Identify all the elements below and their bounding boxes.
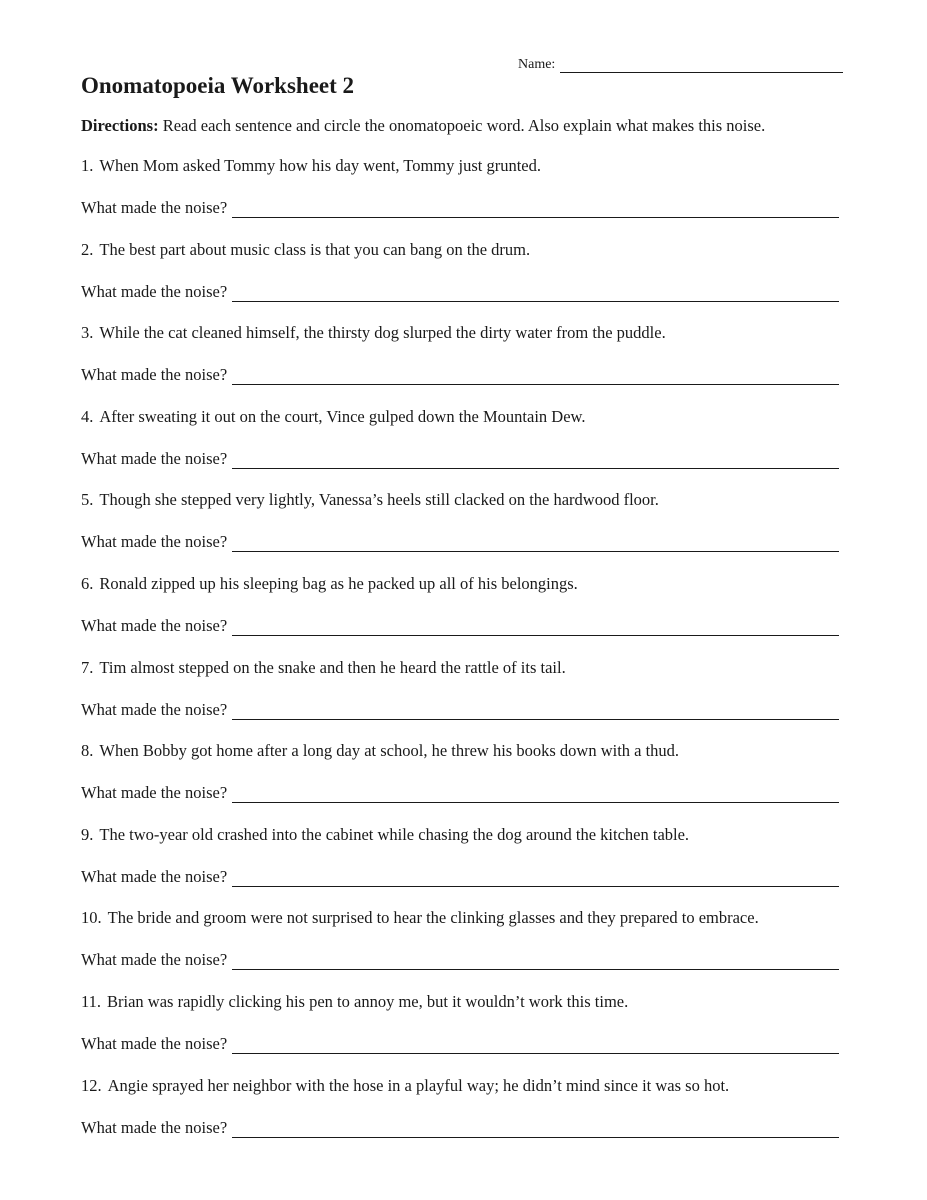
question-sentence <box>81 908 759 928</box>
answer-blank-line[interactable] <box>232 703 839 720</box>
question-sentence <box>81 825 689 845</box>
question-number: 10. <box>81 908 102 928</box>
answer-blank-line[interactable] <box>232 786 839 803</box>
name-label: Name: <box>518 57 556 72</box>
answer-blank-line[interactable] <box>232 201 839 218</box>
question-item <box>81 1068 841 1152</box>
answer-row <box>81 783 839 803</box>
answer-row <box>81 1034 839 1054</box>
question-item <box>81 900 841 984</box>
answer-blank-line[interactable] <box>232 1037 839 1054</box>
answer-prompt: What made the noise? <box>81 448 228 468</box>
question-text: After sweating it out on the court, Vince gulped down the Mountain Dew. <box>99 406 586 426</box>
question-list <box>81 148 841 1151</box>
answer-row <box>81 700 839 720</box>
question-sentence <box>81 240 530 260</box>
question-text: The bride and groom were not surprised to hear the clinking glasses and they prepared to embrace. <box>107 908 759 928</box>
question-text: When Bobby got home after a long day at school, he threw his books down with a thud. <box>99 741 680 761</box>
question-number: 7. <box>81 657 94 677</box>
answer-prompt: What made the noise? <box>81 783 228 803</box>
answer-row <box>81 867 839 887</box>
answer-blank-line[interactable] <box>232 368 839 385</box>
answer-prompt: What made the noise? <box>81 532 228 552</box>
answer-row <box>81 365 839 385</box>
answer-blank-line[interactable] <box>232 1121 839 1138</box>
question-item <box>81 399 841 483</box>
question-text: Angie sprayed her neighbor with the hose in a playful way; he didn’t mind since it was so hot. <box>107 1075 730 1095</box>
question-number: 4. <box>81 406 94 426</box>
answer-blank-line[interactable] <box>232 285 839 302</box>
answer-row <box>81 616 839 636</box>
question-item <box>81 817 841 901</box>
answer-row <box>81 198 839 218</box>
question-sentence <box>81 574 578 594</box>
question-item <box>81 315 841 399</box>
question-item <box>81 482 841 566</box>
answer-prompt: What made the noise? <box>81 1117 228 1137</box>
question-number: 2. <box>81 239 94 259</box>
question-sentence <box>81 407 586 427</box>
question-text: While the cat cleaned himself, the thirsty dog slurped the dirty water from the puddle. <box>99 323 666 343</box>
answer-blank-line[interactable] <box>232 870 839 887</box>
answer-blank-line[interactable] <box>232 953 839 970</box>
question-text: Though she stepped very lightly, Vanessa’s heels still clacked on the hardwood floor. <box>99 490 659 510</box>
question-item <box>81 984 841 1068</box>
answer-row <box>81 532 839 552</box>
question-number: 12. <box>81 1075 102 1095</box>
question-sentence <box>81 323 666 343</box>
answer-prompt: What made the noise? <box>81 365 228 385</box>
name-field-row <box>518 55 843 73</box>
question-number: 8. <box>81 741 94 761</box>
answer-row <box>81 449 839 469</box>
answer-prompt: What made the noise? <box>81 699 228 719</box>
answer-blank-line[interactable] <box>232 452 839 469</box>
answer-blank-line[interactable] <box>232 535 839 552</box>
question-sentence <box>81 1076 729 1096</box>
question-number: 5. <box>81 490 94 510</box>
directions <box>81 116 765 136</box>
question-item <box>81 733 841 817</box>
question-item <box>81 566 841 650</box>
answer-prompt: What made the noise? <box>81 198 228 217</box>
directions-label: Directions: <box>81 116 159 135</box>
worksheet-title: Onomatopoeia Worksheet 2 <box>81 73 355 98</box>
question-number: 1. <box>81 156 94 175</box>
question-text: Ronald zipped up his sleeping bag as he packed up all of his belongings. <box>99 573 578 593</box>
question-text: The best part about music class is that you can bang on the drum. <box>99 239 531 259</box>
answer-prompt: What made the noise? <box>81 615 228 635</box>
directions-text: Read each sentence and circle the onomatopoeic word. Also explain what makes this noise. <box>158 116 766 135</box>
question-sentence <box>81 992 628 1012</box>
name-blank-line[interactable] <box>560 57 843 73</box>
answer-prompt: What made the noise? <box>81 281 228 301</box>
question-text: When Mom asked Tommy how his day went, Tommy just grunted. <box>99 156 541 175</box>
question-item <box>81 650 841 734</box>
answer-row <box>81 282 839 302</box>
question-number: 6. <box>81 573 94 593</box>
answer-prompt: What made the noise? <box>81 1033 228 1053</box>
answer-row <box>81 1118 839 1138</box>
question-sentence <box>81 490 659 510</box>
question-text: The two-year old crashed into the cabinet while chasing the dog around the kitchen table. <box>99 824 690 844</box>
answer-prompt: What made the noise? <box>81 866 228 886</box>
question-item <box>81 232 841 316</box>
answer-blank-line[interactable] <box>232 619 839 636</box>
question-sentence <box>81 658 566 678</box>
question-number: 3. <box>81 323 94 343</box>
answer-row <box>81 950 839 970</box>
question-item <box>81 148 841 232</box>
question-text: Brian was rapidly clicking his pen to annoy me, but it wouldn’t work this time. <box>107 991 629 1011</box>
question-number: 9. <box>81 824 94 844</box>
question-sentence <box>81 741 679 761</box>
question-number: 11. <box>81 991 102 1011</box>
answer-prompt: What made the noise? <box>81 950 228 970</box>
question-text: Tim almost stepped on the snake and then he heard the rattle of its tail. <box>99 657 566 677</box>
question-sentence <box>81 156 541 176</box>
